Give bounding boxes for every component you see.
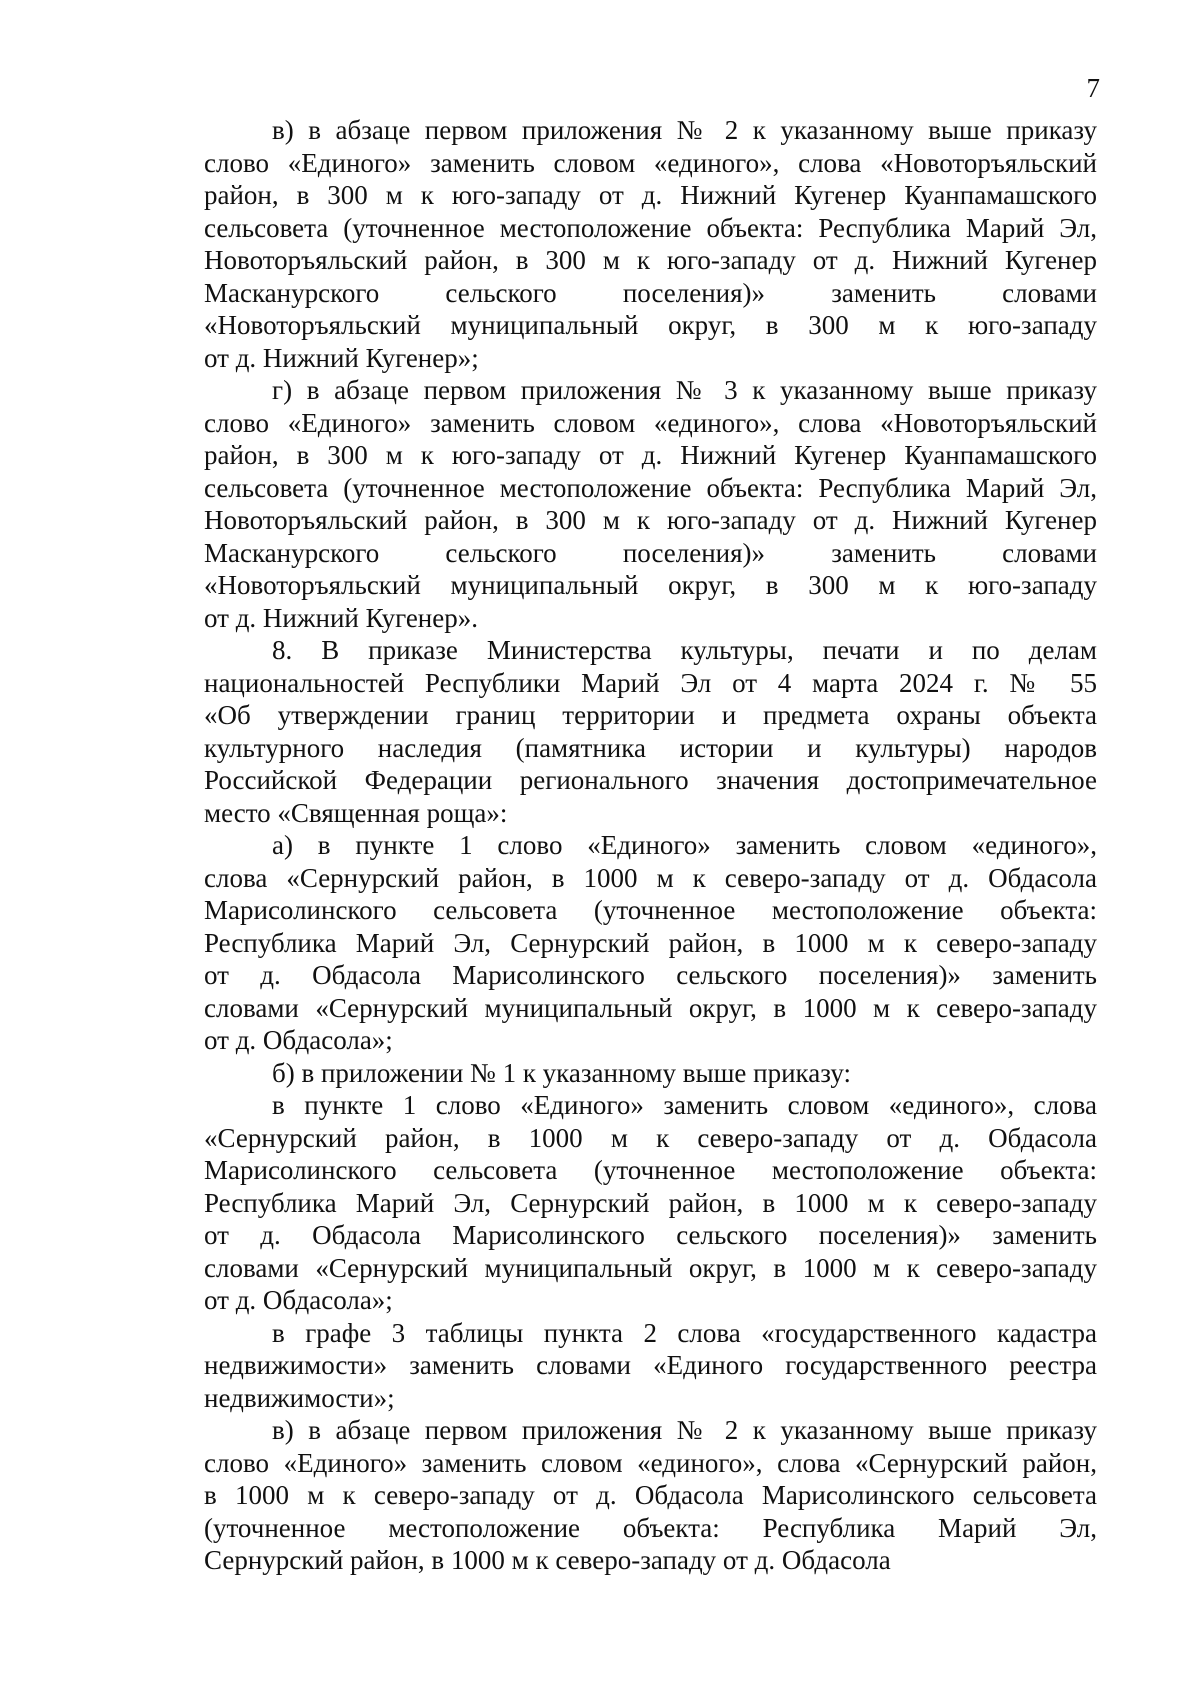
text-line: «Новоторъяльский муниципальный округ, в 300 м к юго-западу	[204, 570, 1097, 600]
text-line: от д. Нижний Кугенер».	[204, 602, 478, 633]
text-line: б) в приложении № 1 к указанному выше приказу:	[272, 1057, 851, 1088]
text-line: слово «Единого» заменить словом «единого», слова «Сернурский район,	[204, 1447, 1097, 1478]
paragraph	[204, 1089, 1097, 1317]
text-line: «Об утверждении границ территории и предмета охраны объекта	[204, 700, 1097, 730]
text-line: недвижимости» заменить словами «Единого государственного реестра	[204, 1350, 1097, 1380]
text-line: словами «Сернурский муниципальный округ, в 1000 м к северо-западу	[204, 1252, 1097, 1283]
text-line: Масканурского сельского поселения)» заменить словами	[204, 277, 1097, 308]
text-line: от д. Обдасола Марисолинского сельского поселения)» заменить	[204, 960, 1097, 990]
document-body	[204, 114, 1097, 1577]
paragraph	[204, 1057, 1097, 1090]
paragraph	[204, 374, 1097, 634]
text-line: Марисолинского сельсовета (уточненное местоположение объекта:	[204, 895, 1097, 925]
text-line: сельсовета (уточненное местоположение объекта: Республика Марий Эл,	[204, 212, 1097, 243]
text-line: Новоторъяльский район, в 300 м к юго-западу от д. Нижний Кугенер	[204, 505, 1097, 535]
text-line: слово «Единого» заменить словом «единого», слова «Новоторъяльский	[204, 407, 1097, 438]
text-line: место «Священная роща»:	[204, 797, 508, 828]
text-line: Российской Федерации регионального значения достопримечательное	[204, 765, 1097, 795]
text-line: Марисолинского сельсовета (уточненное местоположение объекта:	[204, 1155, 1097, 1185]
text-line: в) в абзаце первом приложения № 2 к указанному выше приказу	[272, 1415, 1097, 1445]
text-line: Масканурского сельского поселения)» заменить словами	[204, 537, 1097, 568]
text-line: Республика Марий Эл, Сернурский район, в 1000 м к северо-западу	[204, 1187, 1097, 1218]
text-line: в) в абзаце первом приложения № 2 к указанному выше приказу	[272, 115, 1097, 145]
text-line: слова «Сернурский район, в 1000 м к северо-западу от д. Обдасола	[204, 862, 1097, 893]
text-line: от д. Обдасола»;	[204, 1285, 393, 1315]
text-line: культурного наследия (памятника истории и культуры) народов	[204, 732, 1097, 763]
text-line: словами «Сернурский муниципальный округ, в 1000 м к северо-западу	[204, 992, 1097, 1023]
text-line: в 1000 м к северо-западу от д. Обдасола Марисолинского сельсовета	[204, 1480, 1097, 1510]
text-line: «Сернурский район, в 1000 м к северо-западу от д. Обдасола	[204, 1122, 1097, 1153]
text-line: а) в пункте 1 слово «Единого» заменить словом «единого»,	[272, 830, 1097, 860]
text-line: «Новоторъяльский муниципальный округ, в 300 м к юго-западу	[204, 310, 1097, 340]
text-line: сельсовета (уточненное местоположение объекта: Республика Марий Эл,	[204, 472, 1097, 503]
text-line: 8. В приказе Министерства культуры, печати и по делам	[272, 635, 1097, 665]
text-line: от д. Обдасола»;	[204, 1025, 393, 1055]
text-line: слово «Единого» заменить словом «единого», слова «Новоторъяльский	[204, 147, 1097, 178]
text-line: в графе 3 таблицы пункта 2 слова «государственного кадастра	[272, 1317, 1097, 1348]
paragraph	[204, 1414, 1097, 1577]
text-line: район, в 300 м к юго-западу от д. Нижний Кугенер Куанпамашского	[204, 180, 1097, 210]
text-line: Республика Марий Эл, Сернурский район, в 1000 м к северо-западу	[204, 927, 1097, 958]
text-line: национальностей Республики Марий Эл от 4 марта 2024 г. № 55	[204, 667, 1097, 698]
paragraph	[204, 114, 1097, 374]
text-line: район, в 300 м к юго-западу от д. Нижний Кугенер Куанпамашского	[204, 440, 1097, 470]
text-line: г) в абзаце первом приложения № 3 к указанному выше приказу	[272, 375, 1097, 405]
paragraph	[204, 829, 1097, 1057]
text-line: Новоторъяльский район, в 300 м к юго-западу от д. Нижний Кугенер	[204, 245, 1097, 275]
text-line: недвижимости»;	[204, 1382, 395, 1413]
text-line: от д. Обдасола Марисолинского сельского поселения)» заменить	[204, 1220, 1097, 1250]
paragraph	[204, 1317, 1097, 1415]
text-line: Сернурский район, в 1000 м к северо-западу от д. Обдасола	[204, 1545, 891, 1575]
page-number: 7	[1086, 73, 1100, 103]
text-line: в пункте 1 слово «Единого» заменить словом «единого», слова	[272, 1090, 1097, 1120]
text-line: (уточненное местоположение объекта: Республика Марий Эл,	[204, 1512, 1097, 1543]
text-line: от д. Нижний Кугенер»;	[204, 342, 479, 373]
paragraph	[204, 634, 1097, 829]
